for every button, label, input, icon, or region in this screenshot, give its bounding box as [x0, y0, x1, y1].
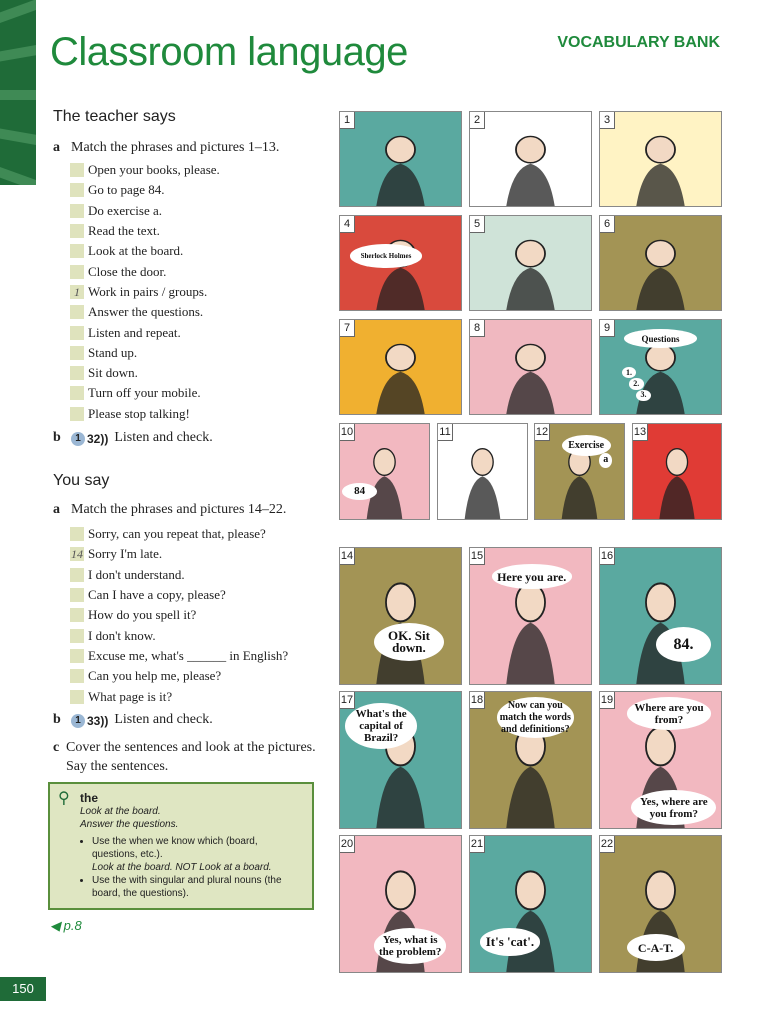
answer-box[interactable]	[70, 204, 84, 218]
panel-number: 14	[340, 548, 355, 565]
panel-illustration	[600, 548, 721, 684]
answer-box[interactable]	[70, 608, 84, 622]
figure-head	[646, 583, 675, 621]
exercise-letter: b	[53, 430, 61, 445]
track-number: 32	[87, 431, 101, 446]
picture-panel-17	[339, 691, 462, 829]
panel-illustration	[600, 216, 721, 310]
answer-box[interactable]	[70, 407, 84, 421]
phrase-text: I don't understand.	[88, 566, 185, 582]
note-bullet-text: Use the when we know which (board, questions, etc.).	[92, 836, 258, 860]
figure-body	[376, 767, 424, 828]
audio-track[interactable]	[71, 430, 108, 449]
panel-number: 21	[470, 836, 485, 853]
phrase-text: Do exercise a.	[88, 202, 162, 218]
answer-box[interactable]	[70, 527, 84, 541]
panel-text: It's 'cat'.	[480, 928, 541, 955]
figure-head	[516, 583, 545, 621]
phrase-text: Stand up.	[88, 344, 138, 360]
answer-box[interactable]	[70, 568, 84, 582]
you-heading: You say	[53, 472, 110, 489]
figure-head	[386, 344, 415, 370]
figure-head	[646, 136, 675, 162]
phrase-text: Please stop talking!	[88, 405, 190, 421]
phrase-item	[70, 565, 288, 585]
figure-body	[659, 476, 694, 519]
panel-number: 16	[600, 548, 615, 565]
picture-panel-1	[339, 111, 462, 207]
panel-number: 2	[470, 112, 485, 129]
answer-box[interactable]	[70, 163, 84, 177]
answer-box[interactable]	[70, 366, 84, 380]
speaker-icon: ))	[100, 431, 109, 446]
figure-body	[636, 268, 684, 310]
picture-panel-8	[469, 319, 592, 415]
phrase-item	[70, 646, 288, 666]
figure-head	[472, 449, 493, 476]
figure-head	[516, 344, 545, 370]
section-tag: VOCABULARY BANK	[557, 34, 720, 51]
teacher-instruction-a	[53, 138, 279, 157]
answer-box[interactable]: 1	[70, 285, 84, 299]
panel-number: 13	[633, 424, 648, 441]
answer-box[interactable]	[70, 690, 84, 704]
picture-panel-22	[599, 835, 722, 973]
picture-panel-18	[469, 691, 592, 829]
note-example-1: Look at the board.	[80, 806, 161, 817]
picture-panel-20	[339, 835, 462, 973]
phrase-item	[70, 322, 220, 342]
instruction-text: Listen and check.	[114, 430, 213, 445]
answer-box[interactable]	[70, 386, 84, 400]
phrase-item	[70, 383, 220, 403]
figure-body	[506, 268, 554, 310]
answer-box[interactable]	[70, 669, 84, 683]
panel-text: 84.	[656, 627, 712, 662]
phrase-item	[70, 261, 220, 281]
answer-box[interactable]	[70, 183, 84, 197]
note-title: the	[80, 791, 98, 805]
panel-text: C-A-T.	[627, 934, 685, 961]
phrase-text: Read the text.	[88, 223, 160, 239]
answer-box[interactable]	[70, 326, 84, 340]
phrase-text: Listen and repeat.	[88, 324, 181, 340]
figure-body	[465, 476, 501, 519]
phrase-item	[70, 241, 220, 261]
picture-panel-9	[599, 319, 722, 415]
panel-number: 1	[340, 112, 355, 129]
phrase-text: Excuse me, what's ______ in English?	[88, 647, 289, 663]
answer-box[interactable]	[70, 588, 84, 602]
teacher-instruction-b	[53, 428, 213, 449]
answer-box[interactable]	[70, 244, 84, 258]
corner-decoration	[0, 0, 36, 185]
panel-number: 4	[340, 216, 355, 233]
panel-number: 15	[470, 548, 485, 565]
phrase-item	[70, 221, 220, 241]
phrase-text: Work in pairs / groups.	[88, 283, 208, 299]
page-number: 150	[0, 977, 46, 1001]
figure-body	[636, 164, 684, 206]
panel-text: 84	[342, 483, 378, 500]
figure-body	[506, 164, 554, 206]
panel-text: Sherlock Holmes	[350, 244, 423, 268]
figure-head	[666, 449, 687, 476]
figure-body	[562, 476, 598, 519]
figure-body	[367, 476, 403, 519]
figure-body	[506, 767, 554, 828]
picture-panel-3	[599, 111, 722, 207]
panel-text: 2.	[629, 378, 644, 389]
cd-icon: 1	[71, 432, 85, 446]
panel-number: 17	[340, 692, 355, 709]
page-title: Classroom language	[50, 30, 408, 74]
answer-box[interactable]	[70, 649, 84, 663]
panel-text: Here you are.	[492, 564, 572, 588]
answer-box[interactable]: 14	[71, 547, 83, 562]
phrase-text: Sorry I'm late.	[88, 546, 163, 562]
phrase-text: Sit down.	[88, 365, 138, 381]
answer-box[interactable]	[70, 346, 84, 360]
cd-icon: 1	[71, 714, 85, 728]
panel-text: a	[599, 453, 612, 468]
you-instruction-a	[53, 500, 286, 519]
panel-text: Now can you match the words and definitions?	[497, 697, 574, 738]
note-bullet-example: Look at the board. NOT Look at a board.	[92, 862, 272, 873]
picture-panel-16	[599, 547, 722, 685]
figure-body	[376, 164, 424, 206]
phrase-item	[70, 605, 288, 625]
note-bullet	[92, 835, 304, 874]
figure-head	[516, 136, 545, 162]
back-arrow-icon: ◀	[50, 918, 60, 933]
phrase-item	[70, 625, 288, 645]
phrase-item	[70, 282, 220, 302]
figure-body	[506, 623, 554, 684]
phrase-item	[70, 666, 288, 686]
figure-head	[386, 583, 415, 621]
phrase-text: Turn off your mobile.	[88, 385, 201, 401]
panel-number: 3	[600, 112, 615, 129]
answer-box[interactable]	[70, 305, 84, 319]
answer-box[interactable]	[70, 629, 84, 643]
panel-text: OK. Sit down.	[374, 623, 444, 661]
phrase-item	[70, 363, 220, 383]
figure-head	[516, 871, 545, 909]
panel-text: Yes, what is the problem?	[374, 928, 447, 963]
phrase-item	[70, 302, 220, 322]
phrase-item	[70, 160, 220, 180]
panel-illustration	[470, 216, 591, 310]
phrase-text: Sorry, can you repeat that, please?	[88, 526, 266, 542]
panel-text: Where are you from?	[627, 697, 712, 730]
instruction-text: Match the phrases and pictures 1–13.	[71, 140, 280, 155]
note-example-2: Answer the questions.	[80, 819, 179, 830]
exercise-letter: a	[53, 140, 60, 155]
exercise-letter: b	[53, 712, 61, 727]
instruction-text: Match the phrases and pictures 14–22.	[71, 502, 287, 517]
figure-head	[646, 871, 675, 909]
phrase-text: Can you help me, please?	[88, 668, 222, 684]
magnifier-icon: ⚲	[58, 790, 70, 807]
panel-number: 5	[470, 216, 485, 233]
picture-panel-10	[339, 423, 430, 520]
you-instruction-b	[53, 710, 213, 731]
figure-body	[376, 372, 424, 414]
picture-panel-21	[469, 835, 592, 973]
figure-body	[376, 268, 424, 310]
phrase-item	[70, 524, 288, 544]
phrase-item	[70, 544, 288, 564]
panel-number: 9	[600, 320, 615, 337]
phrase-item	[70, 404, 220, 424]
phrase-text: Can I have a copy, please?	[88, 587, 226, 603]
figure-head	[374, 449, 395, 476]
phrase-item	[70, 585, 288, 605]
panel-number: 11	[438, 424, 453, 441]
figure-head	[646, 240, 675, 266]
instruction-text: Listen and check.	[114, 712, 213, 727]
picture-panel-2	[469, 111, 592, 207]
picture-panel-11	[437, 423, 528, 520]
picture-panel-13	[632, 423, 722, 520]
phrase-item	[70, 686, 288, 706]
panel-number: 12	[535, 424, 550, 441]
teacher-phrase-list	[70, 160, 220, 424]
figure-head	[646, 344, 675, 370]
picture-panel-19	[599, 691, 722, 829]
panel-text: What's the capital of Brazil?	[345, 703, 418, 749]
picture-panel-5	[469, 215, 592, 311]
picture-panel-15	[469, 547, 592, 685]
panel-number: 20	[340, 836, 355, 853]
panel-number: 22	[600, 836, 615, 853]
panel-illustration	[340, 548, 461, 684]
figure-head	[386, 136, 415, 162]
phrase-item	[70, 180, 220, 200]
panel-illustration	[600, 112, 721, 206]
panel-illustration	[470, 320, 591, 414]
exercise-letter: a	[53, 502, 60, 517]
exercise-letter: c	[53, 740, 60, 755]
note-bullet	[92, 874, 304, 900]
teacher-heading: The teacher says	[53, 108, 176, 125]
phrase-text: Answer the questions.	[88, 304, 204, 320]
panel-text: 1.	[622, 367, 637, 378]
panel-number: 6	[600, 216, 615, 233]
picture-panel-14	[339, 547, 462, 685]
you-phrase-list	[70, 524, 288, 707]
picture-panel-4	[339, 215, 462, 311]
phrase-text: Open your books, please.	[88, 162, 220, 178]
panel-number: 18	[470, 692, 485, 709]
panel-number: 8	[470, 320, 485, 337]
you-instruction-c	[53, 738, 323, 776]
figure-head	[646, 727, 675, 765]
phrase-item	[70, 201, 220, 221]
phrase-text: How do you spell it?	[88, 607, 197, 623]
phrase-text: I don't know.	[88, 627, 156, 643]
track-number: 33	[87, 713, 101, 728]
page-reference-text: p.8	[63, 918, 82, 933]
answer-box[interactable]	[70, 224, 84, 238]
panel-illustration	[340, 112, 461, 206]
figure-head	[386, 871, 415, 909]
panel-text: Yes, where are you from?	[631, 790, 716, 825]
panel-illustration	[340, 320, 461, 414]
phrase-item	[70, 343, 220, 363]
panel-text: Exercise	[562, 435, 611, 456]
phrase-text: What page is it?	[88, 688, 173, 704]
phrase-text: Look at the board.	[88, 243, 184, 259]
answer-box[interactable]	[70, 265, 84, 279]
note-bullet-text: Use the with singular and plural nouns (the board, the questions).	[92, 875, 282, 899]
phrase-text: Close the door.	[88, 263, 167, 279]
page-reference[interactable]	[50, 918, 82, 934]
speaker-icon: ))	[100, 713, 109, 728]
grammar-note	[48, 782, 314, 910]
panel-text: 3.	[636, 390, 651, 401]
picture-panel-7	[339, 319, 462, 415]
audio-track[interactable]	[71, 712, 108, 731]
figure-head	[516, 240, 545, 266]
panel-illustration	[470, 112, 591, 206]
picture-panel-6	[599, 215, 722, 311]
instruction-text: Cover the sentences and look at the pictures. Say the sentences.	[66, 740, 316, 774]
panel-number: 19	[600, 692, 615, 709]
picture-panel-12	[534, 423, 625, 520]
panel-number: 7	[340, 320, 355, 337]
panel-text: Questions	[624, 329, 697, 348]
phrase-text: Go to page 84.	[88, 182, 165, 198]
figure-body	[506, 372, 554, 414]
panel-number: 10	[340, 424, 355, 441]
